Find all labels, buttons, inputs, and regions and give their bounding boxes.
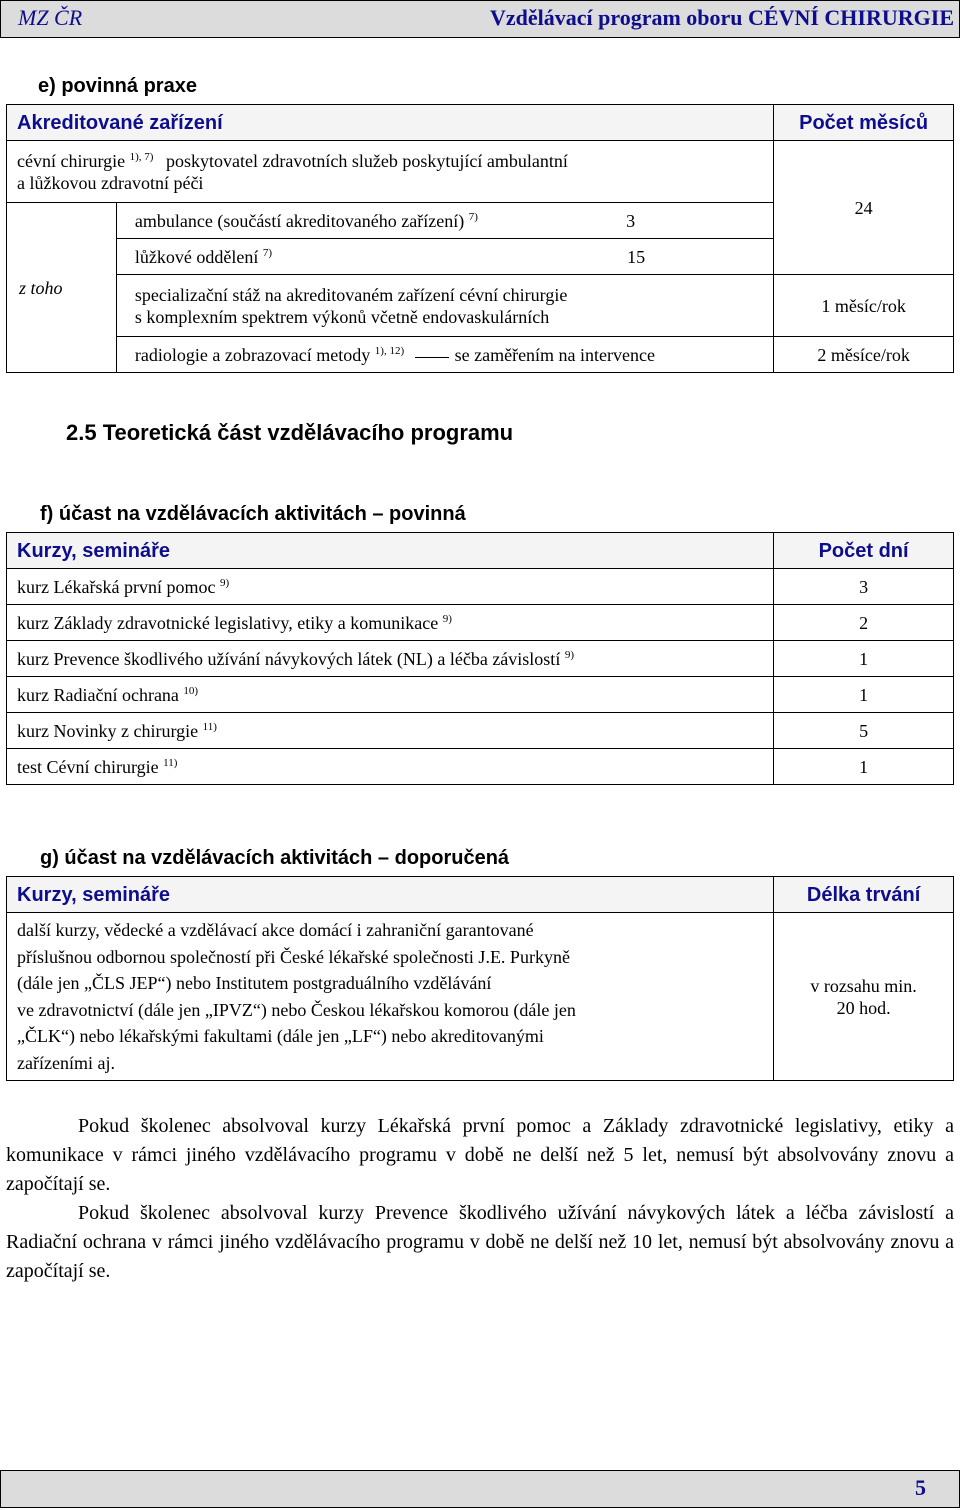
sub-row-radiology-value: 2 měsíce/rok xyxy=(774,337,954,373)
paragraph-2: Pokud školenec absolvoval kurzy Prevence škodlivého užívání návykových látek a léčba závislostí a Radiační ochrana v rámci jiného vzdělávacího programu v době ne delší než 10 let, nemusí být absolvovány znovu a započítají se. xyxy=(6,1202,954,1282)
col-facility-header: Akreditované zařízení xyxy=(7,105,774,141)
col-courses-header-g: Kurzy, semináře xyxy=(7,877,774,913)
course-row-news: kurz Novinky z chirurgie $^{11)}$ xyxy=(7,713,774,749)
main-facility-cell xyxy=(7,141,774,203)
recommended-courses-table xyxy=(6,876,954,1081)
course-row-legislation: kurz Základy zdravotnické legislativy, etiky a komunikace $^{9)}$ xyxy=(7,605,774,641)
of-which-label: z toho xyxy=(7,203,117,373)
recommended-courses-description: další kurzy, vědecké a vzdělávací akce domácí i zahraniční garantované příslušnou odbornou společností při České lékařské společnosti J.E. Purkyně (dále jen „ČLS JEP“) nebo Institutem postgraduálního vzdělávání ve zdravotnictví (dále jen „IPVZ“) nebo Českou lékařskou komorou (dále jen „ČLK“) nebo lékařskými fakultami (dále jen „LF“) nebo akreditovanými zařízeními aj. xyxy=(7,913,774,1081)
main-facility-line2: a lůžkovou zdravotní péči xyxy=(17,172,204,193)
course-row-prevention: kurz Prevence škodlivého užívání návykových látek (NL) a léčba závislostí $^{9)}$ xyxy=(7,641,774,677)
col-duration-header: Délka trvání xyxy=(774,877,954,913)
section-2-5-title: 2.5 Teoretická část vzdělávacího programu xyxy=(66,420,514,445)
mandatory-courses-table xyxy=(6,532,954,785)
section-f-title: f) účast na vzdělávacích aktivitách – povinná xyxy=(40,503,466,525)
sub-row-ambulance: ambulance (součástí akreditovaného zařízení) $^{7)}$ 3 xyxy=(116,203,773,239)
sub-row-ambulance-value: 3 xyxy=(626,210,636,231)
course-days-news: 5 xyxy=(774,713,954,749)
course-days-test: 1 xyxy=(774,749,954,785)
sub-row-radiology: radiologie a zobrazovací metody $^{1), 12)}$ se zaměřením na intervence xyxy=(116,337,773,373)
sub-row-internship-value: 1 měsíc/rok xyxy=(774,275,954,337)
page-footer xyxy=(0,1470,960,1508)
col-days-header: Počet dní xyxy=(774,533,954,569)
course-days-first-aid: 3 xyxy=(774,569,954,605)
course-row-test: test Cévní chirurgie $^{11)}$ xyxy=(7,749,774,785)
page-number: 5 xyxy=(915,1475,926,1500)
section-g-title: g) účast na vzdělávacích aktivitách – doporučená xyxy=(40,847,510,869)
main-months-value: 24 xyxy=(774,141,954,275)
col-months-header: Počet měsíců xyxy=(774,105,954,141)
section-e-title: e) povinná praxe xyxy=(38,75,197,97)
sub-row-internship: specializační stáž na akreditovaném zařízení cévní chirurgie s komplexním spektrem výkonů včetně endovaskulárních xyxy=(116,275,773,337)
recommended-duration: v rozsahu min. 20 hod. xyxy=(774,913,954,1081)
sub-row-ward: lůžkové oddělení $^{7)}$ 15 xyxy=(116,239,773,275)
header-ministry: MZ ČR xyxy=(18,5,83,30)
col-courses-header: Kurzy, semináře xyxy=(7,533,774,569)
course-days-legislation: 2 xyxy=(774,605,954,641)
course-days-prevention: 1 xyxy=(774,641,954,677)
practice-table xyxy=(6,104,954,373)
main-facility-line1: cévní chirurgie $^{1), 7)}$ poskytovatel zdravotních služeb poskytující ambulantní xyxy=(17,150,568,171)
header-program-title: Vzdělávací program oboru CÉVNÍ CHIRURGIE xyxy=(489,5,954,30)
course-days-radiation: 1 xyxy=(774,677,954,713)
course-row-first-aid: kurz Lékařská první pomoc $^{9)}$ xyxy=(7,569,774,605)
paragraph-1: Pokud školenec absolvoval kurzy Lékařská první pomoc a Základy zdravotnické legislativy, etiky a komunikace v rámci jiného vzdělávacího programu v době ne delší než 5 let, nemusí být absolvovány znovu a započítají se. xyxy=(6,1115,954,1195)
course-row-radiation: kurz Radiační ochrana $^{10)}$ xyxy=(7,677,774,713)
sub-row-ward-value: 15 xyxy=(627,246,646,267)
